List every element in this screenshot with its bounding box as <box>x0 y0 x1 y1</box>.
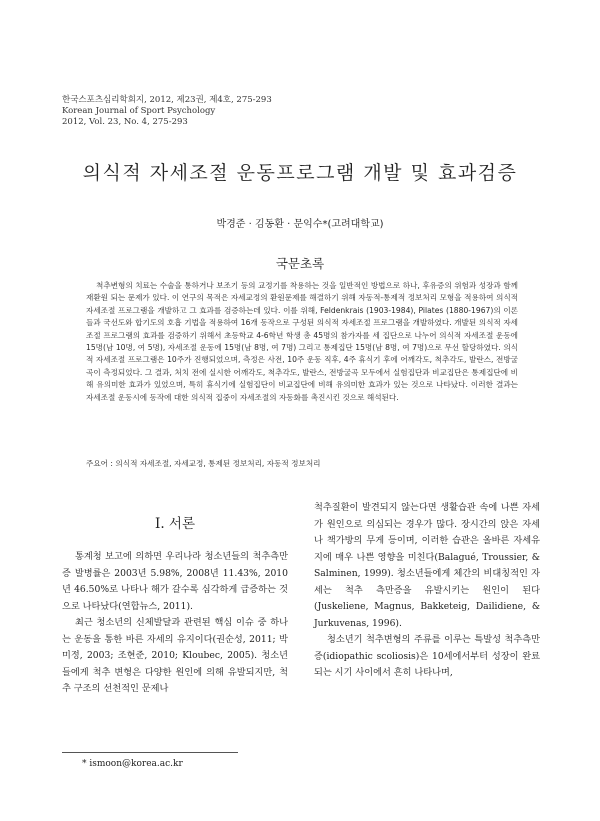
abstract-heading: 국문초록 <box>275 256 325 271</box>
body-paragraph: 청소년기 척추변형의 주류를 이루는 특발성 척추측만증(idiopathic scoliosis)은 10세에서부터 성장이 완료되는 시기 사이에서 흔히 나타나며, <box>314 634 540 678</box>
body-paragraph: 척추질환이 발견되지 않는다면 생활습관 속에 나쁜 자세가 원인으로 의심되는 경우가 많다. 장시간의 앉은 자세나 책가방의 무게 등이며, 이러한 습관은 올바른 자세유지에 매우 나쁜 영향을 미친다(Balagué, Troussier, & Salminen, 1999). 청소년들에게 체간의 비대칭적인 자세는 척추 측만증을 유발시키는 원인이 된다(Juskeliene, Magnus, Bakketeig, Dailidiene, & Jurkuvenas, 1996). <box>314 502 540 629</box>
journal-citation-korean: 한국스포츠심리학회지, 2012, 제23권, 제4호, 275-293 <box>62 95 272 105</box>
body-paragraph: 통계청 보고에 의하면 우리나라 청소년들의 척추측만증 발병률은 2003년 5.98%, 2008년 11.43%, 2010년 46.50%로 나타나 해가 갈수록 심각하게 급증하는 것으로 나타났다(연합뉴스, 2011). <box>62 551 288 612</box>
left-column <box>62 512 288 698</box>
section-heading-introduction: I. 서론 <box>155 516 195 532</box>
keywords: 주요어 : 의식적 자세조절, 자세교정, 통제된 정보처리, 자동적 정보처리 <box>86 459 321 468</box>
journal-header <box>62 95 272 128</box>
abstract-body: 척추변형의 치료는 수술을 통하거나 보조기 등의 교정기를 착용하는 것을 일반적인 방법으로 하나, 후유증의 위험과 성장과 함께 재환원 되는 문제가 있다. 이 연구의 목적은 자세교정의 환원문제를 해결하기 위해 자동적-통제적 정보처리 모형을 적용하여 의식적 자세조절 프로그램을 개발하고 그 효과를 검증하는데 있다. 이를 위해, Feldenkrais (1903-1984), Pilates (1880-1967)의 이론들과 국선도와 합기도의 호흡 기법을 적용하여 16개 동작으로 구성된 의식적 자세조절 프로그램을 개발하였다. 개발된 의식적 자세조절 프로그램의 효과를 검증하기 위해서 초등학교 4-6학년 학생 총 45명의 참가자를 세 집단으로 나누어 의식적 자세조절 운동에 15명(남 10명, 여 5명), 자세조절 운동에 15명(남 8명, 여 7명) 그리고 통제집단 15명(남 8명, 여 7명)으로 무선 할당하였다. 의식적 자세조절 프로그램은 10주가 진행되었으며, 측정은 사전, 10주 운동 직후, 4주 휴식기 후에 어깨각도, 척추각도, 발란스, 전방굴곡이 측정되었다. 그 결과, 처치 전에 실시한 어깨각도, 척추각도, 발란스, 전방굴곡 모두에서 실험집단과 비교집단은 통제집단에 비해 유의미한 효과가 있었으며, 특히 휴식기에 실험집단이 비교집단에 비해 유의미한 효과가 있는 것으로 나타났다. 이러한 결과는 자세조절 운동시에 동작에 대한 의식적 집중이 자세조절의 자동화를 촉진시킨 것으로 해석된다. <box>86 281 518 402</box>
body-paragraph: 최근 청소년의 신체발달과 관련된 핵심 이슈 중 하나는 운동을 통한 바른 자세의 유지이다(권순성, 2011; 박미정, 2003; 조현준, 2010; Kloubec, 2005). 청소년들에게 척추 변형은 다양한 원인에 의해 유발되지만, 척추 구조의 선천적인 문제나 <box>62 617 288 694</box>
journal-name-english: Korean Journal of Sport Psychology <box>62 106 216 116</box>
journal-citation-english: 2012, Vol. 23, No. 4, 275-293 <box>62 117 188 127</box>
footnote-email: * ismoon@korea.ac.kr <box>82 759 183 769</box>
right-column <box>314 500 540 682</box>
paper-title: 의식적 자세조절 운동프로그램 개발 및 효과검증 <box>82 162 518 184</box>
footnote-divider <box>62 752 238 753</box>
author-list: 박경준 · 김동환 · 문익수*(고려대학교) <box>216 219 384 230</box>
